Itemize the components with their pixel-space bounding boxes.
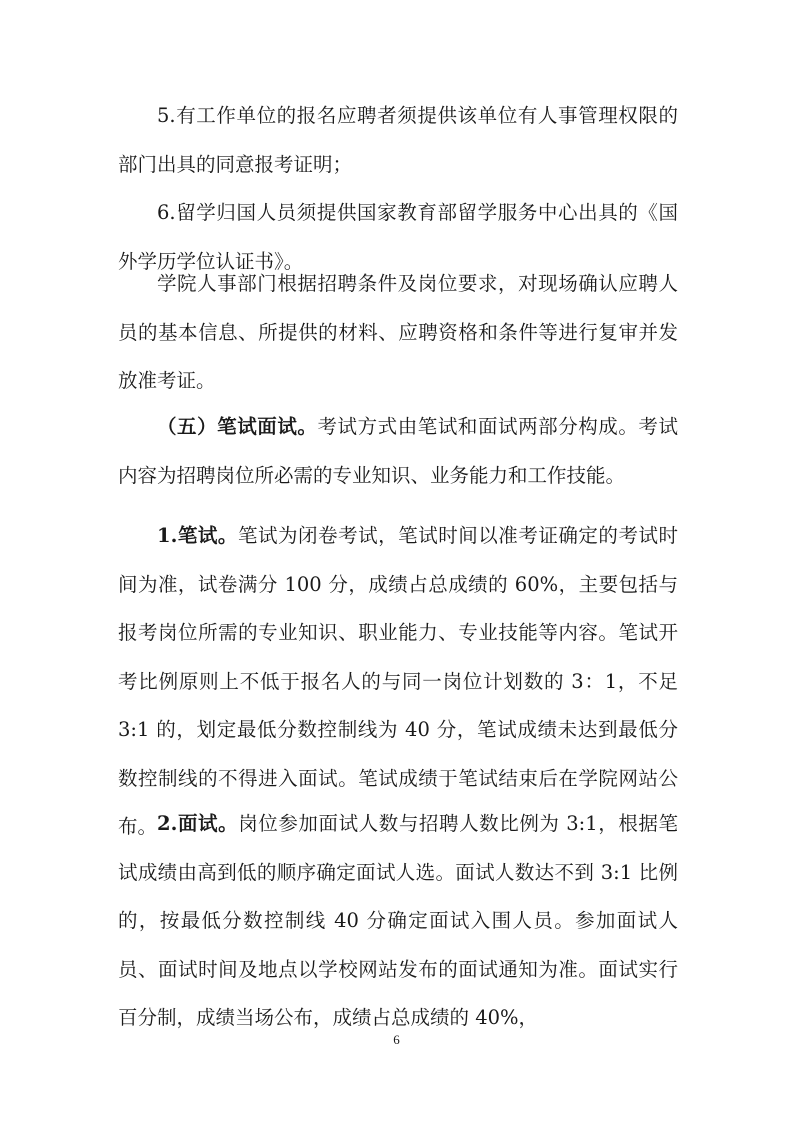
- page-number: 6: [393, 1032, 400, 1047]
- subsection-heading: 1.笔试。: [157, 524, 238, 547]
- paragraph-review: [118, 260, 678, 406]
- paragraph-text: 考试方式由笔试和面试两部分构成。考试内容为招聘岗位所必需的专业知识、业务能力和工作技能。: [118, 415, 678, 487]
- paragraph-interview: [118, 800, 678, 1043]
- paragraph-exam-section: [118, 403, 678, 500]
- paragraph-text: 6.留学归国人员须提供国家教育部留学服务中心出具的《国外学历学位认证书》。: [118, 201, 678, 273]
- paragraph-text: 学院人事部门根据招聘条件及岗位要求，对现场确认应聘人员的基本信息、所提供的材料、应聘资格和条件等进行复审并发放准考证。: [118, 272, 678, 392]
- section-heading: （五）笔试面试。: [157, 415, 318, 438]
- paragraph-work-unit-consent: [118, 92, 678, 189]
- paragraph-text: 岗位参加面试人数与招聘人数比例为 3:1，根据笔试成绩由高到低的顺序确定面试人选。面试人数达不到 3:1 比例的，按最低分数控制线 40 分确定面试入围人员。参加面试人员、面试时间及地点以学校网站发布的面试通知为准。面试实行百分制，成绩当场公布，成绩占总成绩的 40%，: [118, 812, 678, 1029]
- paragraph-text: 5.有工作单位的报名应聘者须提供该单位有人事管理权限的部门出具的同意报考证明；: [118, 104, 678, 176]
- paragraph-text: 笔试为闭卷考试，笔试时间以准考证确定的考试时间为准，试卷满分 100 分，成绩占总成绩的 60%，主要包括与报考岗位所需的专业知识、职业能力、专业技能等内容。笔试开考比例原则上不低于报名人的与同一岗位计划数的 3：1，不足 3:1 的，划定最低分数控制线为 40 分，笔试成绩未达到最低分数控制线的不得进入面试。笔试成绩于笔试结束后在学院网站公布。: [118, 524, 678, 838]
- subsection-heading: 2.面试。: [157, 812, 239, 835]
